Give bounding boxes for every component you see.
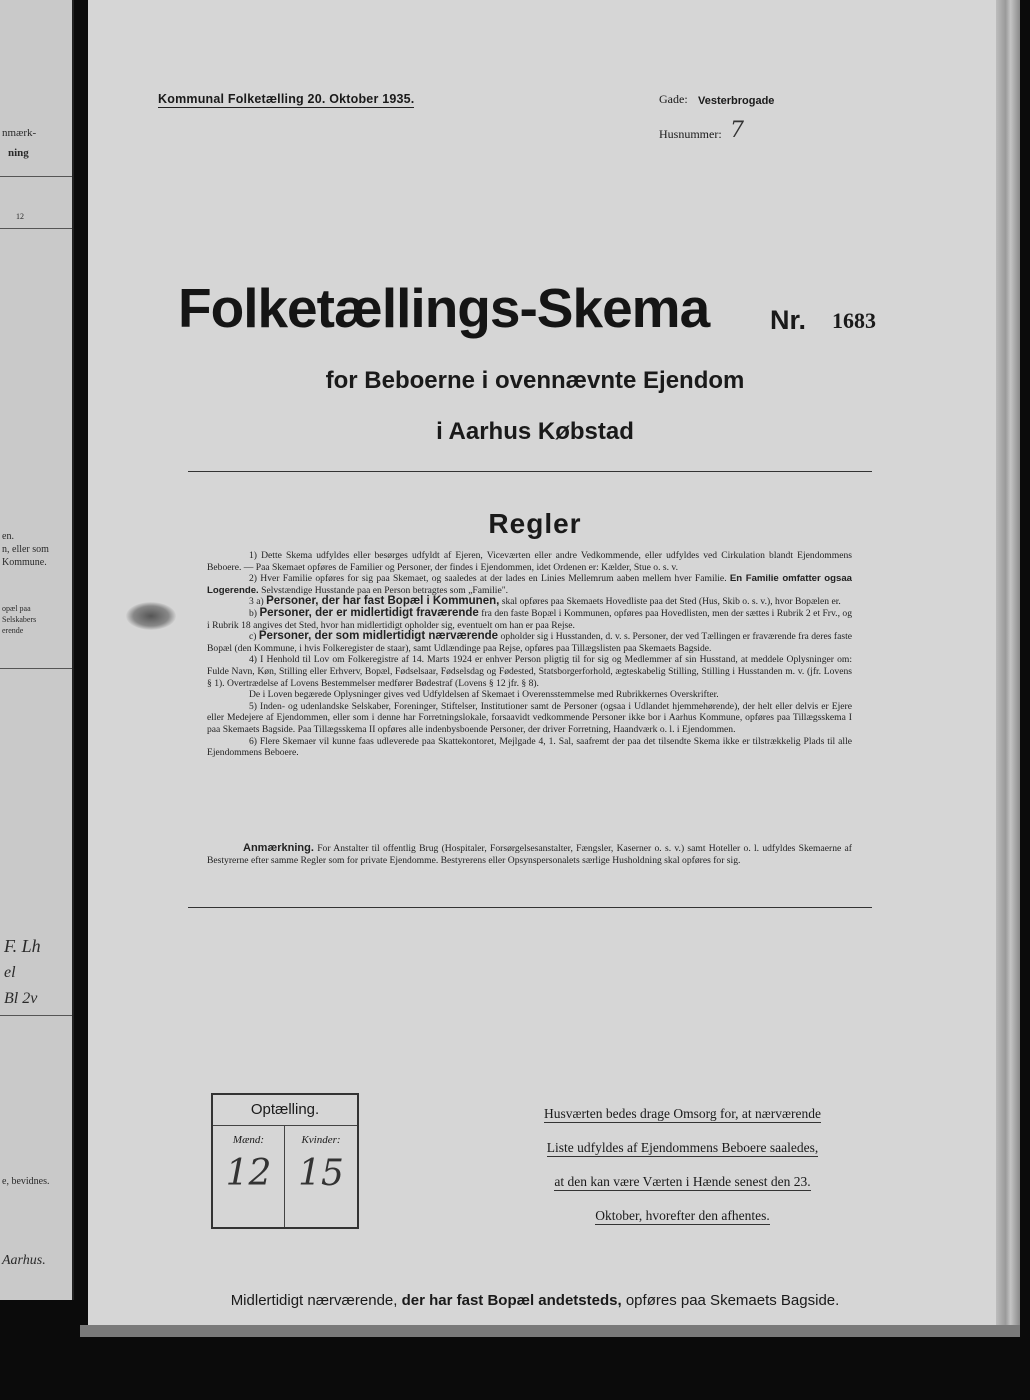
rule-2: 2) Hver Familie opføres for sig paa Skemaet, og saaledes at der lades en Linies Mellemrum aaben mellem hver Familie. En Familie omfatter ogsaa Logerende. Selvstændige Husstande paa en Person betragtes som „Familie". bbox=[207, 573, 852, 596]
left-fragment: ning bbox=[8, 147, 29, 159]
rule-1: 1) Dette Skema udfyldes eller besørges udfyldt af Ejeren, Viceværten eller andre Vedkommende, eller udfyldes ved Cirkulation blandt Ejendommens Beboere. — Paa Skemaet opføres de Familier og Personer, der findes i Ejendommen, idet Ordenen er: Kælder, Stue o. s. v. bbox=[207, 550, 852, 573]
left-handwriting: F. Lh bbox=[4, 936, 41, 956]
rule-3a: 3 a) Personer, der har fast Bopæl i Kommunen, skal opføres paa Skemaets Hovedliste paa det Sted (Hus, Skib o. s. v.), hvor Bopælen er. bbox=[249, 595, 841, 608]
census-header: Kommunal Folketælling 20. Oktober 1935. bbox=[158, 92, 415, 106]
footer-note: Midlertidigt nærværende, der har fast Bopæl andetsteds, opføres paa Skemaets Bagside. bbox=[230, 1292, 840, 1309]
left-handwriting: Aarhus. bbox=[2, 1253, 46, 1268]
count-box-rule bbox=[213, 1125, 357, 1126]
rule-3c: c) Personer, der som midlertidigt nærværende opholder sig i Husstanden, d. v. s. Personer, der ved Tællingen er fraværende fra deres faste Bopæl (den Kommune, i hvis Folkeregister de staar), samt Udlændinge paa Rejse, opføres paa Tillægslisten paa Skemaets Bagside. bbox=[207, 630, 852, 654]
left-fragment: nmærk- bbox=[2, 127, 37, 139]
notice-line: Oktober, hvorefter den afhentes. bbox=[595, 1208, 770, 1223]
divider bbox=[188, 471, 872, 472]
house-number-value: 7 bbox=[730, 118, 744, 143]
rule-3b: b) Personer, der er midlertidigt fraværende fra den faste Bopæl i Kommunen, opføres paa Hovedlisten, men der sættes i Rubrik 2 et Frv., og i Rubrik 18 angives det Sted, hvor han midlertidigt opholder sig, eventuelt om han er paa Rejse. bbox=[207, 606, 853, 631]
left-fragment: erende bbox=[2, 626, 24, 635]
left-handwriting: el bbox=[4, 964, 16, 981]
notice-line: at den kan være Værten i Hænde senest den 23. bbox=[554, 1174, 811, 1189]
left-fragment: 12 bbox=[16, 212, 24, 221]
rule-5: 5) Inden- og udenlandske Selskaber, Foreninger, Stiftelser, Institutioner samt de Personer (ogsaa i Udlandet hjemmehørende), der helt eller delvis er Ejere eller Medejere af Ejendommen, eller som i denne har Forretningslokale, forsaavidt vedkommende Personer ikke bor i Aarhus Kommune, opføres paa Tillægsskema I paa Skemaets Bagside. Paa Tillægsskema II opføres alle indenbysboende Personer, der driver Forretning, Haandværk o. l. i Ejendommen. bbox=[207, 700, 852, 735]
left-rule bbox=[0, 668, 72, 669]
notice-line: Husværten bedes drage Omsorg for, at nærværende bbox=[543, 1106, 822, 1121]
left-fragment: en. bbox=[2, 531, 14, 542]
men-label: Mænd: bbox=[232, 1134, 265, 1146]
left-rule bbox=[0, 176, 72, 177]
form-number-value: 1683 bbox=[832, 308, 876, 333]
rule-4: 4) I Henhold til Lov om Folkeregistre af 14. Marts 1924 er enhver Person pligtig til for sig og Medlemmer af sin Husstand, at meddele Oplysninger om: Fulde Navn, Køn, Stilling eller Erhverv, Bopæl, Fødselsaar, Fødselsdag og Fødested, Statsborgerforhold, ægteskabelig Stilling, Stilling i Husstanden m. v. (jfr. Lovens § 1). Overtrædelse af Lovens Bestemmelser medfører Bødestraf (Lovens § 12 jfr. § 8). bbox=[207, 654, 852, 689]
left-fragment: n, eller som bbox=[2, 544, 49, 555]
form-subtitle: for Beboerne i ovennævnte Ejendom bbox=[325, 367, 745, 394]
remark-label: Anmærkning. bbox=[243, 842, 314, 854]
remark-text: For Anstalter til offentlig Brug (Hospitaler, Forsørgelsesanstalter, Fængsler, Kaserner o. s. v.) samt Hoteller o. l. udfyldes Skemaerne af Bestyrerne efter samme Regler som for private Ejendomme. Bestyrerens eller Opsynspersonalets særlige Husholdning skal opføres for sig. bbox=[207, 843, 852, 866]
left-fragment: opæl paa bbox=[2, 604, 31, 613]
left-rule bbox=[0, 228, 72, 229]
street-value: Vesterbrogade bbox=[698, 95, 775, 107]
men-count: 12 bbox=[225, 1153, 272, 1194]
remark bbox=[207, 843, 852, 866]
left-fragment: Kommune. bbox=[2, 557, 47, 568]
rule-4-note: De i Loven begærede Oplysninger gives ved Udfyldelsen af Skemaet i Overensstemmelse med Rubrikkernes Overskrifter. bbox=[249, 689, 719, 701]
landlord-notice bbox=[510, 1097, 855, 1233]
left-rule bbox=[0, 1015, 72, 1016]
house-number-label: Husnummer: bbox=[659, 127, 722, 141]
left-handwriting: Bl 2v bbox=[4, 990, 38, 1007]
left-fragment: Selskabers bbox=[2, 615, 37, 624]
rules-heading: Regler bbox=[488, 508, 582, 539]
street-label: Gade: bbox=[659, 92, 688, 106]
adjacent-page bbox=[0, 0, 74, 1300]
ink-smudge bbox=[126, 602, 176, 630]
left-fragment: e, bevidnes. bbox=[2, 1176, 50, 1187]
rule-6: 6) Flere Skemaer vil kunne faas udleverede paa Skattekontoret, Mejlgade 4, 1. Sal, saafremt der paa det tilsendte Skema ikke er tilstrækkelig Plads til alle Ejendommens Beboere. bbox=[207, 735, 852, 759]
rules-body bbox=[207, 550, 852, 759]
women-count: 15 bbox=[298, 1153, 344, 1194]
page-bottom-edge bbox=[80, 1325, 1020, 1337]
women-label: Kvinder: bbox=[301, 1134, 341, 1146]
count-box-title: Optælling. bbox=[250, 1101, 320, 1118]
divider bbox=[188, 907, 872, 908]
count-box bbox=[211, 1093, 359, 1229]
form-location: i Aarhus Købstad bbox=[436, 418, 634, 445]
form-number-label: Nr. bbox=[770, 305, 807, 335]
notice-line: Liste udfyldes af Ejendommens Beboere saaledes, bbox=[546, 1140, 819, 1155]
page-edge bbox=[996, 0, 1020, 1335]
form-title: Folketællings-Skema bbox=[178, 277, 710, 339]
